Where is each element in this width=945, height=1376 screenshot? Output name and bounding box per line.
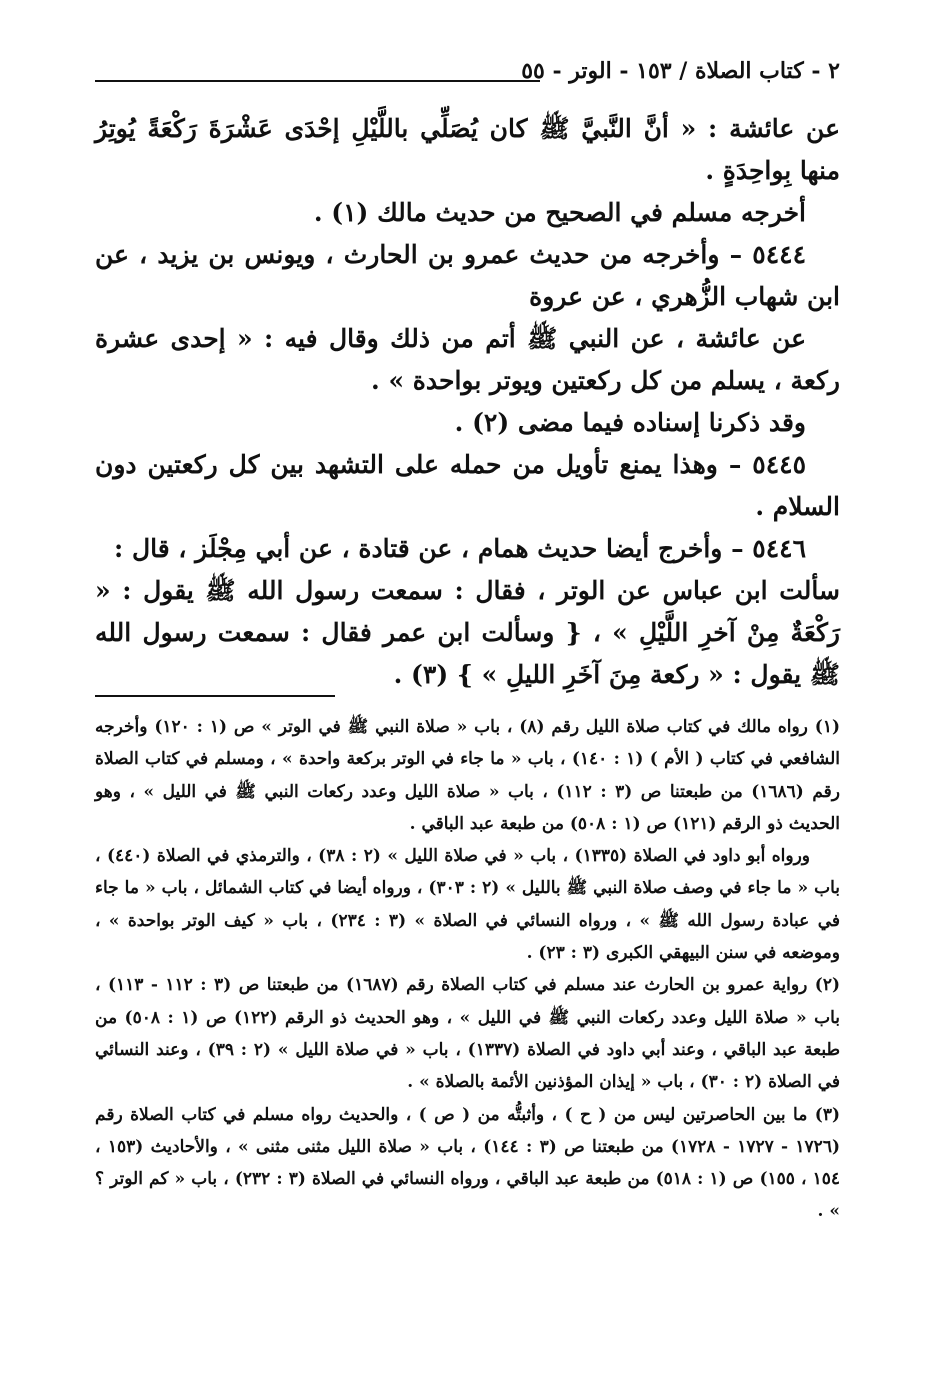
footnote-1-continued: ورواه أبو داود في الصلاة (١٣٣٥) ، باب « في صلاة الليل » (٢ : ٣٨) ، والترمذي في الصلاة (٤٤٠) ، باب « ما جاء في وصف صلاة النبي ﷺ بالليل » (٢ : ٣٠٣) ، ورواه أيضا في كتاب الشمائل ، باب « ما جاء في عبادة رسول الله ﷺ » ، ورواه النسائي في الصلاة » (٣ : ٢٣٤) ، باب « كيف الوتر بواحدة » ، وموضعه في سنن البيهقي الكبرى (٣ : ٢٣) .	[95, 846, 840, 964]
paragraph-4: عن عائشة ، عن النبي ﷺ أتم من ذلك وقال فيه : « إحدى عشرة ركعة ، يسلم من كل ركعتين ويوتر بواحدة » .	[95, 324, 840, 395]
running-header	[95, 58, 840, 92]
paragraph-6: ٥٤٤٥ – وهذا يمنع تأويل من حمله على التشهد بين كل ركعتين دون السلام .	[95, 450, 840, 521]
paragraph-8: سألت ابن عباس عن الوتر ، فقال : سمعت رسول الله ﷺ يقول : « رَكْعَةٌ مِنْ آخرِ اللَّيْلِ » ، { وسألت ابن عمر فقال : سمعت رسول الله ﷺ يقول : « ركعة مِنَ آخَرِ الليلِ » } (٣) .	[95, 576, 840, 689]
footnote-1: (١) رواه مالك في كتاب صلاة الليل رقم (٨) ، باب « صلاة النبي ﷺ في الوتر » ص (١ : ١٢٠) وأخرجه الشافعي في كتاب ( الأم ) (١ : ١٤٠) ، باب « ما جاء في الوتر بركعة واحدة » ، ومسلم في كتاب الصلاة رقم (١٦٨٦) من طبعتنا ص (٣ : ١١٢) ، باب « صلاة الليل وعدد ركعات النبي ﷺ في الليل » ، وهو الحديث ذو الرقم (١٢١) ص (١ : ٥٠٨) من طبعة عبد الباقي .	[95, 717, 840, 834]
footnote-separator	[95, 695, 335, 697]
paragraph-1: عن عائشة : « أنَّ النَّبيَّ ﷺ كان يُصَلِّي باللَّيْلِ إحْدَى عَشْرَةَ رَكْعَةً يُوتِرُ منها بِواحِدَةٍ .	[95, 114, 840, 185]
paragraph-5: وقد ذكرنا إسناده فيما مضى (٢) .	[454, 408, 806, 437]
main-text	[95, 108, 840, 696]
paragraph-2: أخرجه مسلم في الصحيح من حديث مالك (١) .	[313, 198, 806, 227]
footnote-2: (٢) رواية عمرو بن الحارث عند مسلم في كتاب الصلاة رقم (١٦٨٧) من طبعتنا ص (٣ : ١١٢ - ١١٣) ، باب « صلاة الليل وعدد ركعات النبي ﷺ في الليل » ، وهو الحديث ذو الرقم (١٢٢) ص (١ : ٥٠٨) من طبعة عبد الباقي ، وعند أبي داود في الصلاة (١٣٣٧) ، باب « في صلاة الليل » (٢ : ٣٩) ، وعند النسائي في الصلاة (٢ : ٣٠) ، باب « إيذان المؤذنين الأئمة بالصلاة » .	[95, 975, 840, 1093]
paragraph-7: ٥٤٤٦ – وأخرج أيضا حديث همام ، عن قتادة ، عن أبي مِجْلَز ، قال :	[114, 534, 806, 563]
header-rule	[95, 80, 540, 82]
footnotes	[95, 711, 840, 1228]
footnote-3: (٣) ما بين الحاصرتين ليس من ( ح ) ، وأثبتُّه من ( ص ) ، والحديث رواه مسلم في كتاب الصلاة رقم (١٧٢٦ - ١٧٢٧ - ١٧٢٨) من طبعتنا ص (٣ : ١٤٤) ، باب « صلاة الليل مثنى مثنى » ، والأحاديث (١٥٣ ، ١٥٤ ، ١٥٥) ص (١ : ٥١٨) من طبعة عبد الباقي ، ورواه النسائي في الصلاة (٣ : ٢٣٢) ، باب « كم الوتر ؟ » .	[95, 1104, 840, 1222]
header-title: ٢ - كتاب الصلاة / ١٥٣ - الوتر - ٥٥	[521, 58, 840, 84]
paragraph-3: ٥٤٤٤ – وأخرجه من حديث عمرو بن الحارث ، ويونس بن يزيد ، عن ابن شهاب الزُّهري ، عن عروة	[95, 240, 840, 311]
